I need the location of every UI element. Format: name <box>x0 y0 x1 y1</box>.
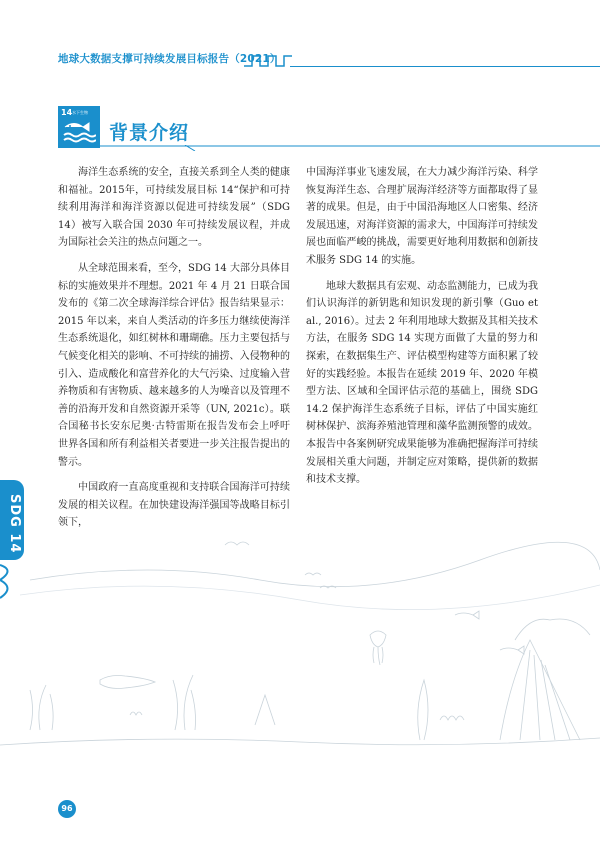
page-number: 96 <box>58 800 76 818</box>
header-rule <box>290 66 600 67</box>
sdg-14-badge <box>58 106 100 148</box>
sdg-subtitle: 水下生物 <box>72 110 88 115</box>
paragraph: 地球大数据具有宏观、动态监测能力，已成为我们认识海洋的新钥匙和知识发现的新引擎（Guo et al., 2016）。过去 2 年利用地球大数据及其相关技术方法，在服务 SDG 14 实现方面做了大量的努力和探索，在数据集生产、评估模型构建等方面积累了较好的实践经验。本报告在延续 2019 年、2020 年模型方法、区域和全国评估示范的基础上，围绕 SDG 14.2 保护海洋生态系统子目标，评估了中国实施红树林保护、滨海养殖池管理和藻华监测预警的成效。本报告中各案例研究成果能够为准确把握海洋可持续发展相关重大问题，并制定应对策略，提供新的数据和技术支撑。 <box>306 280 538 486</box>
paragraph: 中国海洋事业飞速发展，在大力减少海洋污染、科学恢复海洋生态、合理扩展海洋经济等方面都取得了显著的成果。但是，由于中国沿海地区人口密集、经济发展迅速，对海洋资源的需求大，中国海洋可持续发展也面临严峻的挑战，需要更好地利用数据和创新技术服务 SDG 14 的实施。 <box>306 167 538 266</box>
fish-icon <box>62 119 96 145</box>
sea-life-illustration <box>0 520 600 848</box>
section-title: 背景介绍 <box>109 122 190 144</box>
paragraph: 中国政府一直高度重视和支持联合国海洋可持续发展的相关议程。在加快建设海洋强国等战略目标引领下， <box>58 482 290 529</box>
header-wave-decoration <box>244 52 292 68</box>
report-header-title: 地球大数据支撑可持续发展目标报告（2021） <box>58 53 281 65</box>
paragraph: 从全球范围来看，至今，SDG 14 大部分具体目标的实施效果并不理想。2021 年 4 月 21 日联合国发布的《第二次全球海洋综合评估》报告结果显示：2015 年以来，来自人类活动的许多压力继续使海洋生态系统退化，如红树林和珊瑚礁。压力主要包括与气候变化相关的影响、不可持续的捕捞、入侵物种的引入、造成酸化和富营养化的大气污染、过度输入营养物质和有害物质、越来越多的人为噪音以及管理不善的沿海开发和自然资源开采等（UN, 2021c）。联合国秘书长安东尼奥·古特雷斯在报告发布会上呼吁世界各国和所有利益相关者要进一步关注报告提出的警示。 <box>58 262 290 468</box>
body-column-right <box>306 164 538 497</box>
sdg-number: 14 <box>61 108 73 117</box>
paragraph: 海洋生态系统的安全，直接关系到全人类的健康和福祉。2015年，可持续发展目标 14“保护和可持续利用海洋和海洋资源以促进可持续发展”（SDG 14）被写入联合国 2030 年可持续发展议程，并成为国际社会关注的热点问题之一。 <box>58 167 290 249</box>
side-wave-decoration <box>0 560 30 600</box>
side-tab-label: SDG 14 <box>7 494 22 554</box>
title-underline <box>100 145 600 151</box>
body-column-left <box>58 164 290 540</box>
